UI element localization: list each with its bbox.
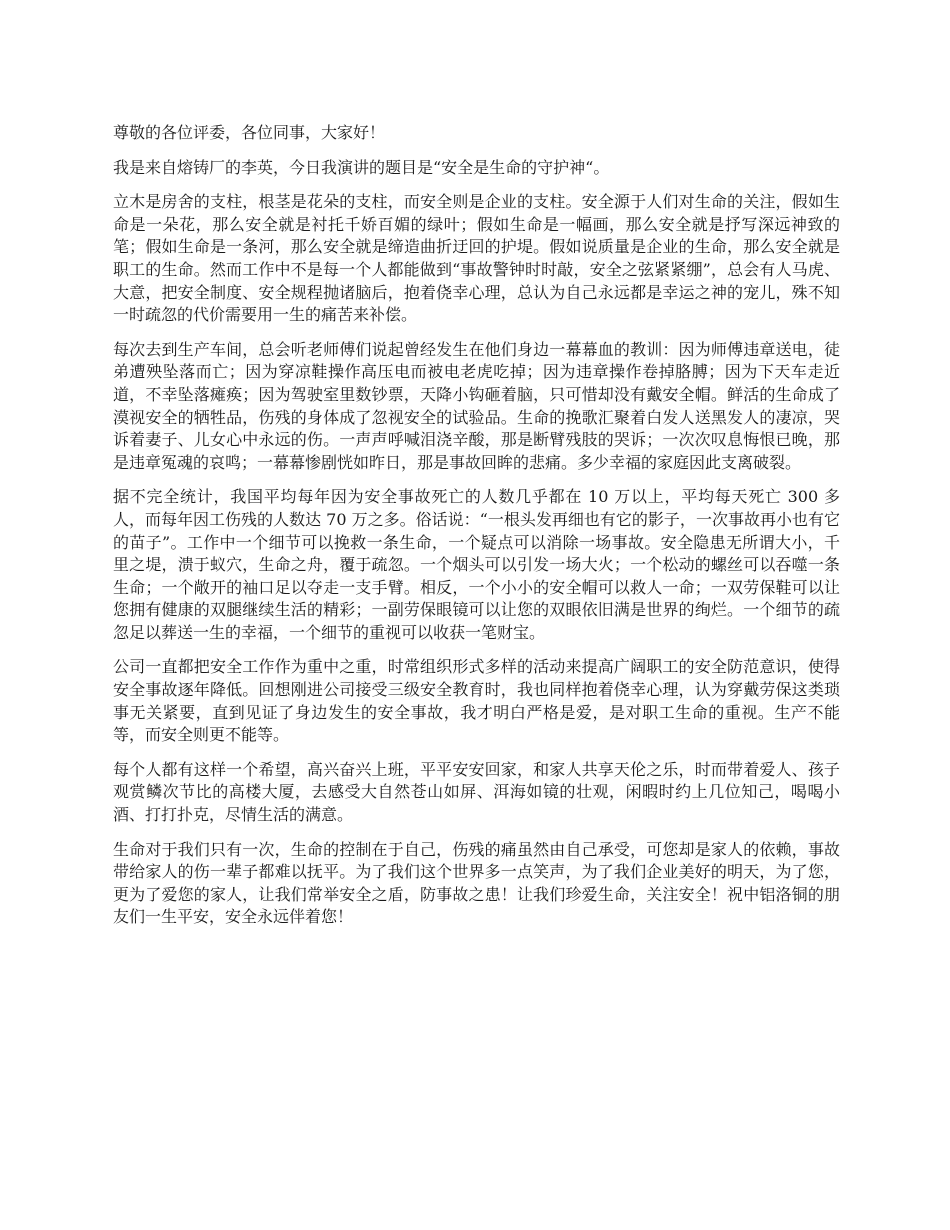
paragraph-statistics: 据不完全统计，我国平均每年因为安全事故死亡的人数几乎都在 10 万以上，平均每天死亡 300 多人，而每年因工伤残的人数达 70 万之多。俗话说：“一根头发再细也有它的影子，一次事故再小也有它的苗子”。工作中一个细节可以挽救一条生命，一个疑点可以消除一场事故。安全隐患无所谓大小，千里之堤，溃于蚁穴，生命之舟，覆于疏忽。一个烟头可以引发一场大火；一个松动的螺丝可以吞噬一条生命；一个敞开的袖口足以夺走一支手臂。相反，一个小小的安全帽可以救人一命；一双劳保鞋可以让您拥有健康的双腿继续生活的精彩；一副劳保眼镜可以让您的双眼依旧满是世界的绚烂。一个细节的疏忽足以葬送一生的幸福，一个细节的重视可以收获一笔财宝。: [113, 487, 840, 642]
paragraph-company: 公司一直都把安全工作作为重中之重，时常组织形式多样的活动来提高广阔职工的安全防范意识，使得安全事故逐年降低。回想刚进公司接受三级安全教育时，我也同样抱着侥幸心理，认为穿戴劳保这类琐事无关紧要，直到见证了身边发生的安全事故，我才明白严格是爱，是对职工生命的重视。生产不能等，而安全则更不能等。: [113, 657, 840, 745]
paragraph-closing: 生命对于我们只有一次，生命的控制在于自己，伤残的痛虽然由自己承受，可您却是家人的依赖，事故带给家人的伤一辈子都难以抚平。为了我们这个世界多一点笑声，为了我们企业美好的明天，为了您，更为了爱您的家人，让我们常举安全之盾，防事故之患！让我们珍爱生命，关注安全！祝中铝洛铜的朋友们一生平安，安全永远伴着您！: [113, 839, 840, 927]
paragraph-hope: 每个人都有这样一个希望，高兴奋兴上班，平平安安回家，和家人共享天伦之乐，时而带着爱人、孩子观赏鳞次节比的高楼大厦，去感受大自然苍山如屏、洱海如镜的壮观，闲暇时约上几位知己，喝喝小酒、打打扑克，尽情生活的满意。: [113, 759, 840, 825]
document-body: [113, 122, 840, 941]
paragraph-introduction: 我是来自熔铸厂的李英，今日我演讲的题目是“安全是生命的守护神“。: [113, 157, 610, 177]
paragraph-greeting: 尊敬的各位评委，各位同事，大家好！: [113, 123, 386, 142]
paragraph-workshop-lessons: 每次去到生产车间，总会听老师傅们说起曾经发生在他们身边一幕幕血的教训：因为师傅违章送电，徒弟遭殃坠落而亡；因为穿凉鞋操作高压电而被电老虎吃掉；因为违章操作卷掉胳膊；因为下天车走近道，不幸坠落瘫痪；因为驾驶室里数钞票，天降小钩砸着脑，只可惜却没有戴安全帽。鲜活的生命成了漠视安全的牺牲品，伤残的身体成了忽视安全的试验品。生命的挽歌汇聚着白发人送黑发人的凄凉，哭诉着妻子、儿女心中永远的伤。一声声呼喊泪浇辛酸，那是断臂残肢的哭诉；一次次叹息悔恨已晚，那是违章冤魂的哀鸣；一幕幕惨剧恍如昨日，那是事故回眸的悲痛。多少幸福的家庭因此支离破裂。: [113, 339, 840, 472]
paragraph-pillar: 立木是房舍的支柱，根茎是花朵的支柱，而安全则是企业的支柱。安全源于人们对生命的关注，假如生命是一朵花，那么安全就是衬托千娇百媚的绿叶；假如生命是一幅画，那么安全就是抒写深远神致的笔；假如生命是一条河，那么安全就是缔造曲折迂回的护堤。假如说质量是企业的生命，那么安全就是职工的生命。然而工作中不是每一个人都能做到“事故警钟时时敲，安全之弦紧紧绷”，总会有人马虎、大意，把安全制度、安全规程抛诸脑后，抱着侥幸心理，总认为自己永远都是幸运之神的宠儿，殊不知一时疏忽的代价需要用一生的痛苦来补偿。: [113, 192, 840, 325]
